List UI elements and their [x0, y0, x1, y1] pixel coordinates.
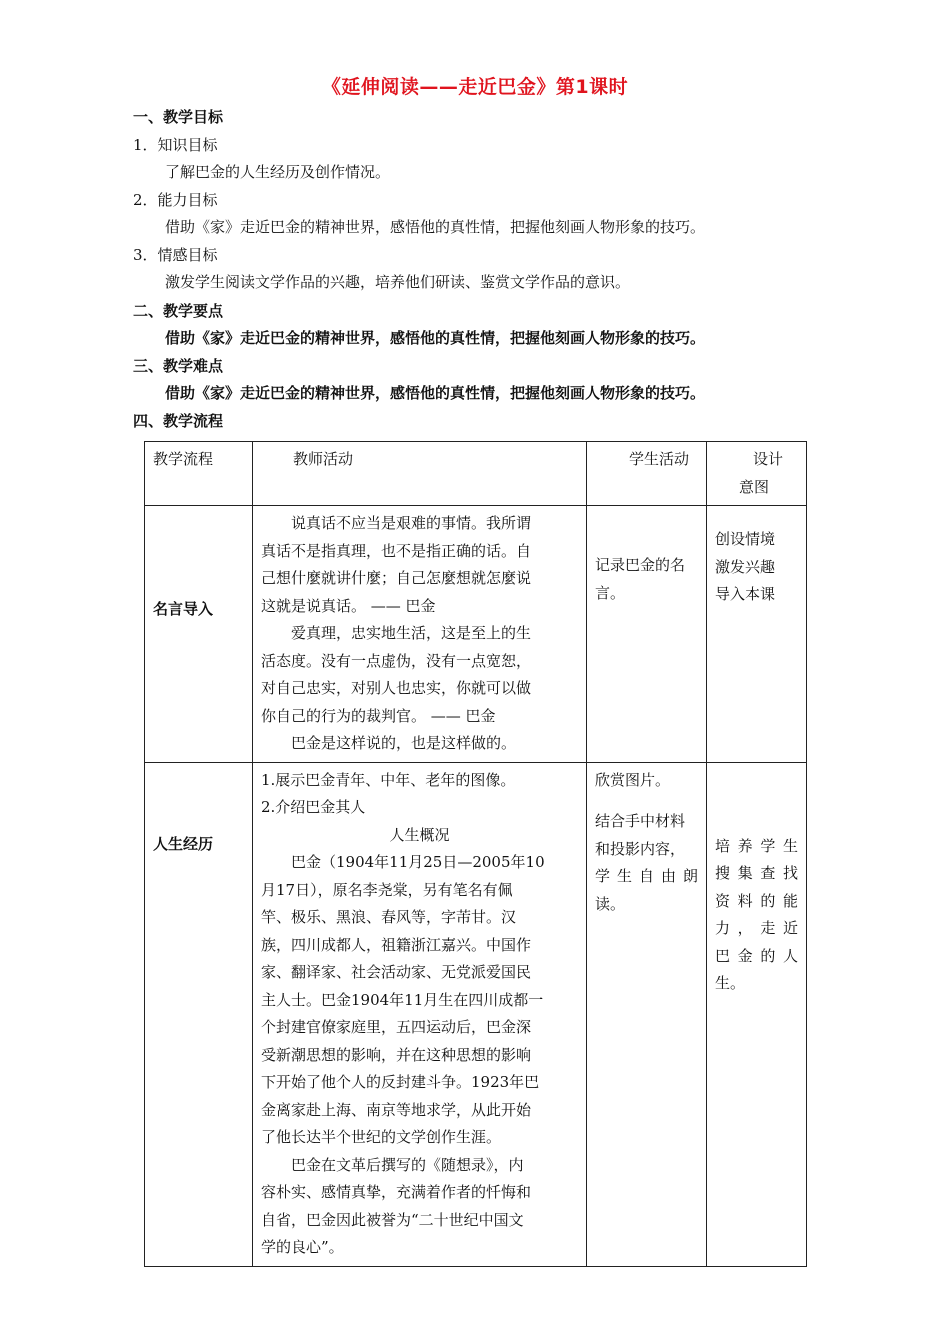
- student-activity-life: [587, 763, 706, 923]
- stage-life-experience: 人生经历: [153, 834, 214, 853]
- objective-text-knowledge: 了解巴金的人生经历及创作情况。: [165, 163, 391, 181]
- teacher-line: 己想什麼就讲什麼；自己怎麼想就怎麼说: [261, 569, 532, 587]
- teacher-line: 2.介绍巴金其人: [261, 798, 366, 816]
- teacher-activity-life: [253, 763, 586, 1266]
- teacher-line: 自省，巴金因此被誉为“二十世纪中国文: [261, 1210, 524, 1229]
- teacher-line: 竿、极乐、黑浪、春风等，字芾甘。汉: [261, 908, 517, 926]
- design-line: 生。: [715, 974, 746, 992]
- teacher-activity-quotes: [253, 506, 586, 762]
- teacher-line: 这就是说真话。 —— 巴金: [261, 596, 436, 615]
- student-line: 读。: [595, 894, 626, 913]
- objective-label-knowledge: 1．知识目标: [133, 136, 218, 154]
- teacher-line: 爱真理，忠实地生活，这是至上的生: [291, 624, 532, 642]
- teacher-line: 人生概况: [389, 825, 450, 844]
- teacher-line: 金离家赴上海、南京等地求学，从此开始: [261, 1100, 532, 1119]
- difficulties-text: 借助《家》走近巴金的精神世界，感悟他的真性情，把握他刻画人物形象的技巧。: [165, 384, 706, 402]
- teacher-line: 学的良心”。: [261, 1238, 344, 1256]
- design-line: 力，走近: [715, 919, 798, 937]
- header-student: 学生活动: [629, 450, 690, 468]
- teacher-line: 个封建官僚家庭里，五四运动后，巴金深: [261, 1018, 532, 1036]
- teacher-line: 巴金在文革后撰写的《随想录》，内: [291, 1155, 524, 1174]
- table-header-row: [145, 442, 807, 506]
- design-line: 导入本课: [715, 585, 776, 603]
- teacher-line: 下开始了他个人的反封建斗争。1923年巴: [261, 1073, 540, 1091]
- teacher-line: 容朴实、感情真挚，充满着作者的忏悔和: [261, 1183, 532, 1201]
- student-activity-quotes: [587, 506, 706, 611]
- section-heading-objectives: 一、教学目标: [133, 108, 224, 126]
- header-design-line-1: 设计: [753, 450, 784, 468]
- design-line: 培养学生: [715, 836, 798, 855]
- student-line: 记录巴金的名: [595, 556, 686, 574]
- teacher-line: 受新潮思想的影响，并在这种思想的影响: [261, 1045, 532, 1064]
- design-line: 资料的能: [715, 891, 798, 910]
- teacher-line: 族，四川成都人，祖籍浙江嘉兴。中国作: [261, 935, 532, 954]
- teacher-line: 巴金（1904年11月25日—2005年10: [291, 853, 545, 871]
- design-line: 激发兴趣: [715, 557, 776, 576]
- design-line: 创设情境: [715, 530, 776, 548]
- key-points-text: 借助《家》走近巴金的精神世界，感悟他的真性情，把握他刻画人物形象的技巧。: [165, 329, 706, 347]
- teacher-line: 对自己忠实，对别人也忠实，你就可以做: [261, 679, 532, 697]
- stage-intro-quotes: 名言导入: [153, 599, 214, 618]
- objective-label-ability: 2．能力目标: [133, 191, 218, 209]
- header-design: [707, 442, 806, 505]
- teacher-line: 月17日），原名李尧棠，另有笔名有佩: [261, 880, 513, 899]
- design-intent-life: [707, 763, 806, 1002]
- student-line: 欣赏图片。: [595, 770, 671, 789]
- teacher-line: 主人士。巴金1904年11月生在四川成都一: [261, 990, 544, 1009]
- document-title: 《延伸阅读——走近巴金》第1课时: [321, 76, 629, 98]
- objective-text-emotion: 激发学生阅读文学作品的兴趣，培养他们研读、鉴赏文学作品的意识。: [165, 273, 631, 291]
- section-heading-difficulties: 三、教学难点: [133, 357, 224, 375]
- design-line: 搜集查找: [715, 864, 798, 882]
- teacher-line: 活态度。没有一点虚伪，没有一点宽恕，: [261, 651, 532, 670]
- header-design-line-2: 意图: [739, 477, 770, 496]
- header-stage: 教学流程: [153, 450, 214, 468]
- objective-text-ability: 借助《家》走近巴金的精神世界，感悟他的真性情，把握他刻画人物形象的技巧。: [165, 218, 706, 236]
- student-line: 学生自由朗: [595, 867, 698, 885]
- teacher-line: 你自己的行为的裁判官。 —— 巴金: [261, 706, 496, 725]
- student-line: 和投影内容，: [595, 839, 686, 858]
- teacher-line: 了他长达半个世纪的文学创作生涯。: [261, 1128, 502, 1146]
- teaching-process-table: [144, 441, 807, 1267]
- objective-label-emotion: 3．情感目标: [133, 246, 218, 264]
- table-row: [145, 506, 807, 763]
- design-line: 巴金的人: [715, 946, 798, 965]
- section-heading-key-points: 二、教学要点: [133, 302, 224, 320]
- teacher-line: 巴金是这样说的，也是这样做的。: [291, 734, 517, 752]
- teacher-line: 说真话不应当是艰难的事情。我所谓: [291, 514, 532, 532]
- section-heading-process: 四、教学流程: [133, 412, 224, 430]
- table-row: [145, 762, 807, 1266]
- student-line: 言。: [595, 583, 626, 602]
- teacher-line: 家、翻译家、社会活动家、无党派爱国民: [261, 963, 532, 981]
- student-line: 结合手中材料: [595, 812, 686, 830]
- header-teacher: 教师活动: [293, 450, 354, 468]
- teacher-line: 1.展示巴金青年、中年、老年的图像。: [261, 770, 516, 789]
- teacher-line: 真话不是指真理，也不是指正确的话。自: [261, 541, 532, 560]
- design-intent-quotes: [707, 506, 806, 613]
